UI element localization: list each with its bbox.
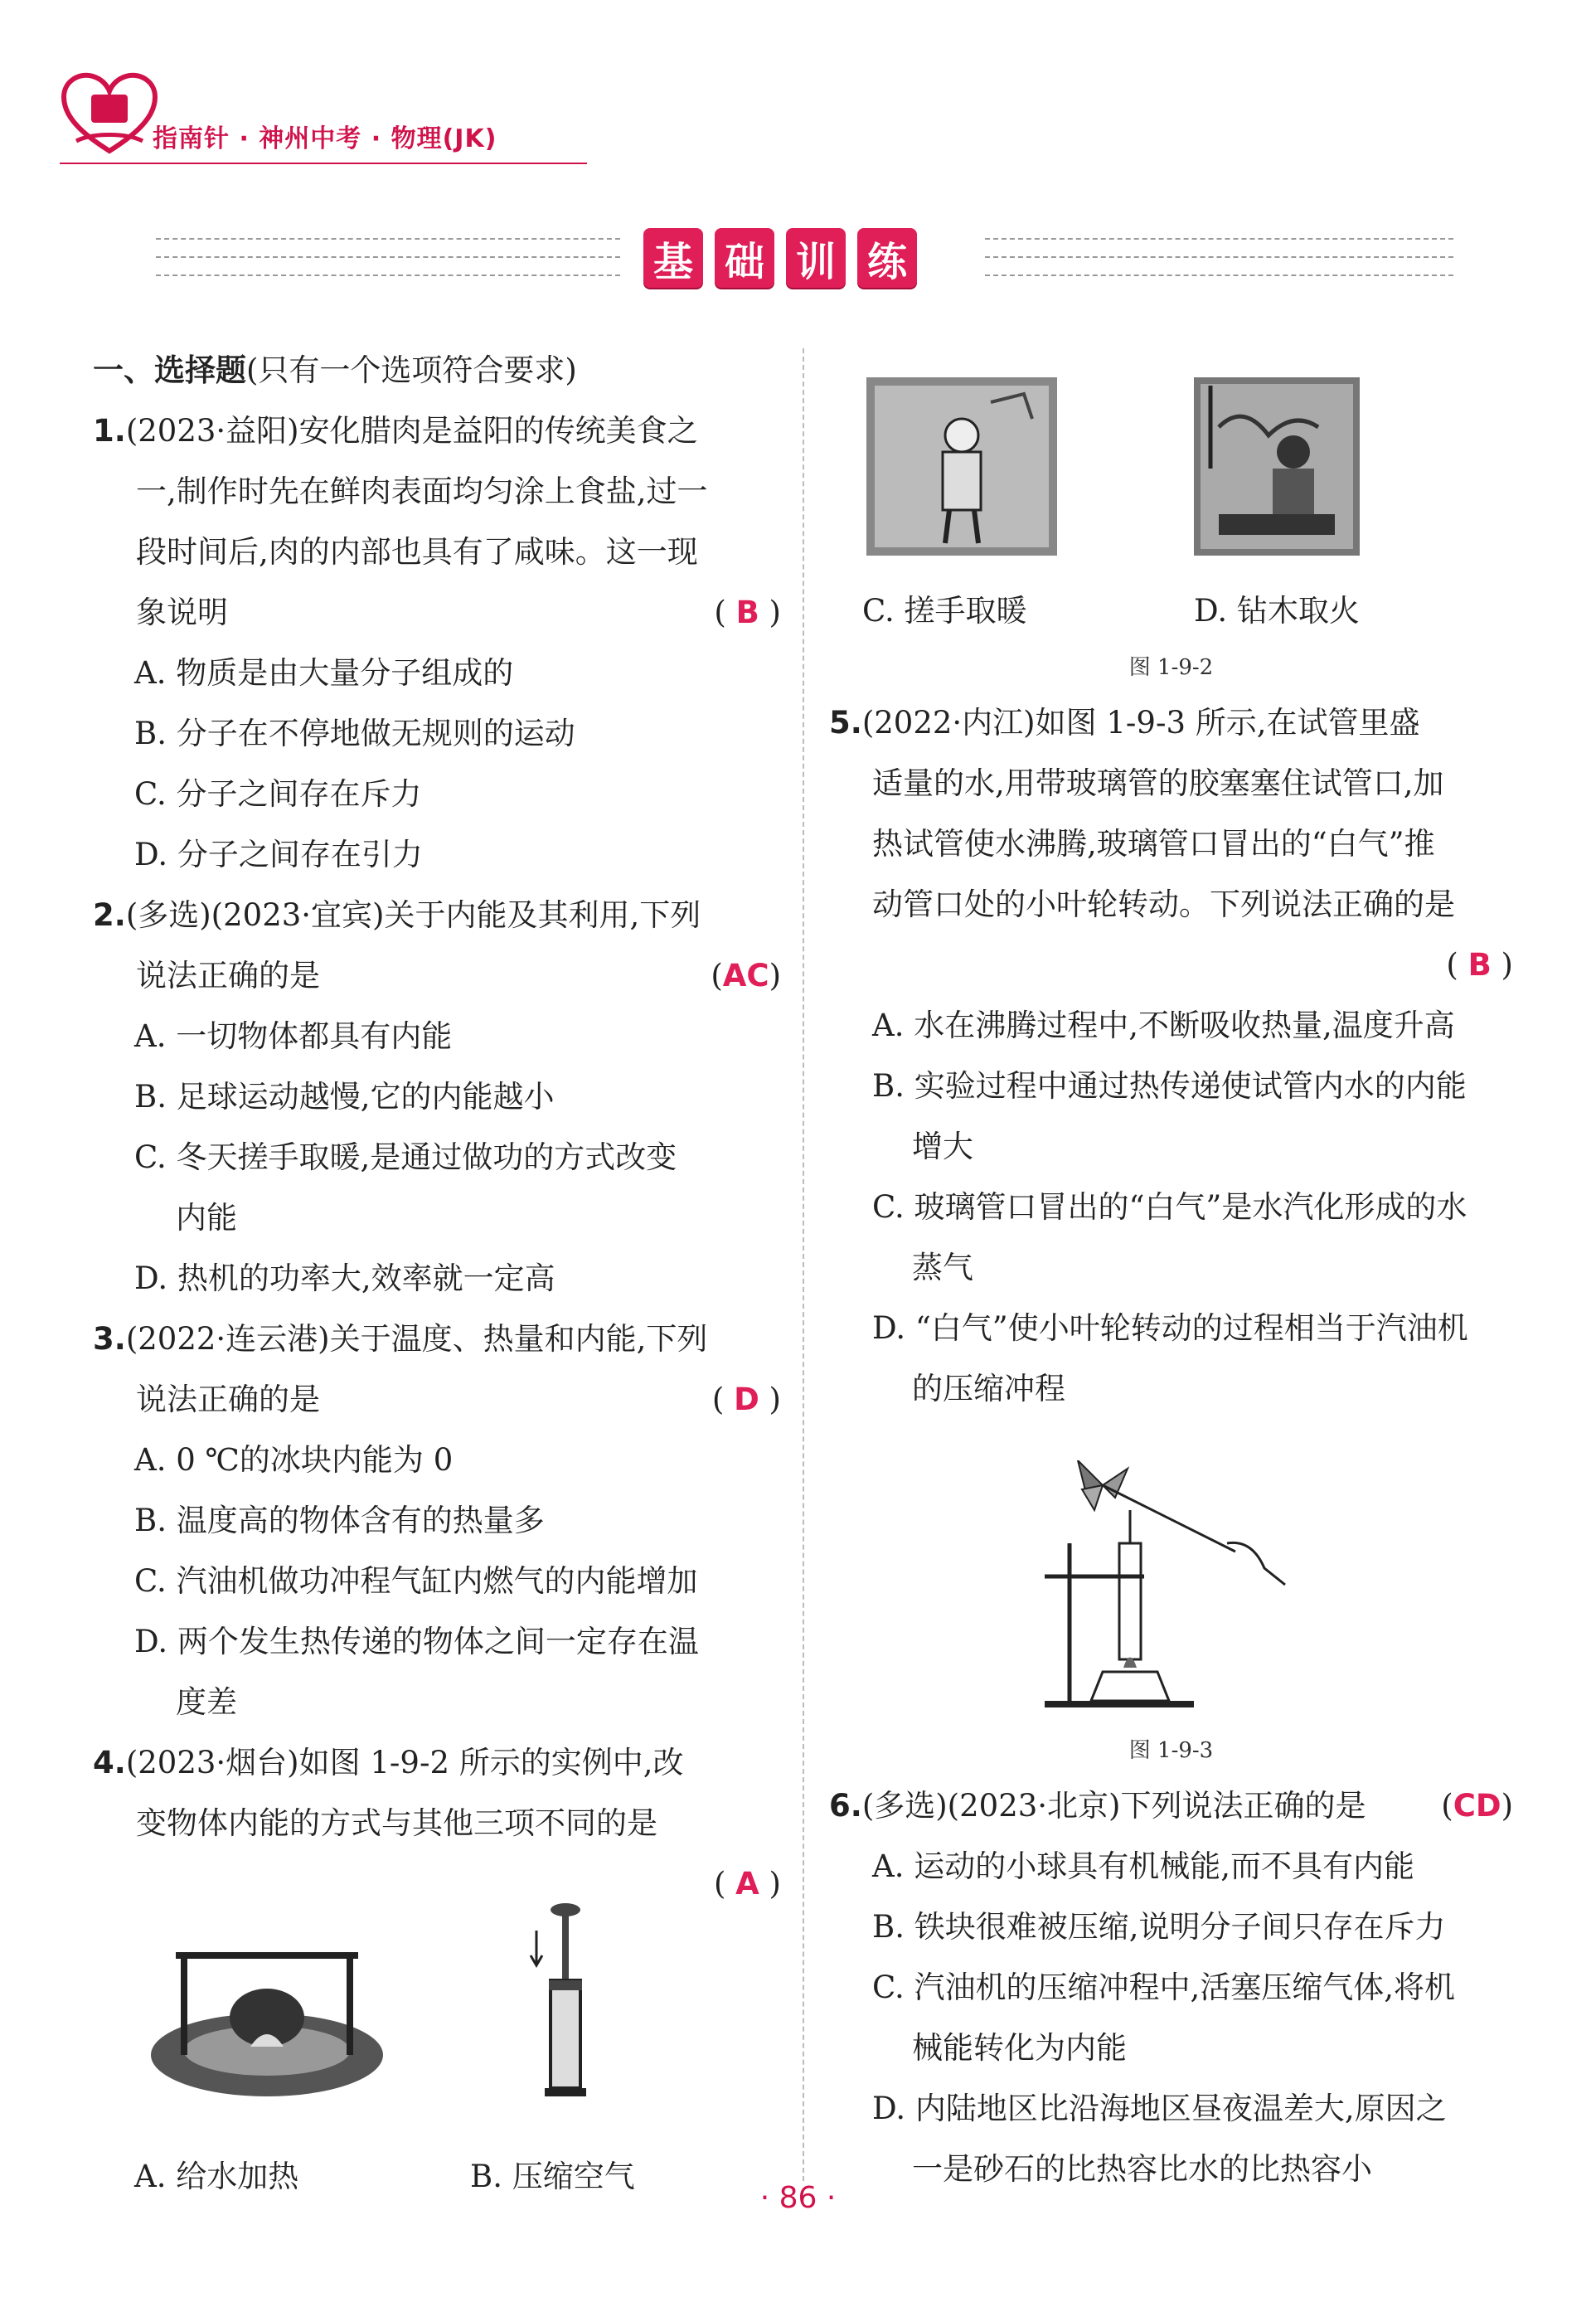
question-number: 4. bbox=[93, 1745, 126, 1780]
figure-label: D. 钻木取火 bbox=[1194, 593, 1360, 629]
figure-label: A. 给水加热 bbox=[134, 2159, 299, 2194]
question-line: 适量的水,用带玻璃管的胶塞塞住试管口,加 bbox=[872, 765, 1444, 801]
question-line bbox=[829, 692, 1513, 753]
banner-char: 础 bbox=[715, 228, 774, 288]
option: A. 一切物体都具有内能 bbox=[134, 1018, 453, 1054]
banner-dash bbox=[985, 238, 1453, 240]
banner-dash bbox=[156, 238, 620, 240]
question-line bbox=[93, 582, 781, 643]
question-line bbox=[93, 885, 781, 945]
answer-line bbox=[829, 935, 1513, 995]
section-banner bbox=[156, 228, 1453, 294]
option: A. 水在沸腾过程中,不断吸收热量,温度升高 bbox=[872, 1008, 1455, 1043]
option-continuation: 度差 bbox=[176, 1684, 237, 1720]
page-header bbox=[60, 60, 590, 168]
header-title: 指南针 · 神州中考 · 物理(JK) bbox=[153, 124, 497, 153]
question-line bbox=[93, 1309, 781, 1369]
question-line bbox=[93, 945, 781, 1006]
figure-caption: 图 1-9-3 bbox=[1128, 1738, 1214, 1763]
publisher-logo-icon bbox=[60, 68, 159, 159]
banner-dash bbox=[156, 256, 620, 258]
option: D. 热机的功率大,效率就一定高 bbox=[134, 1261, 555, 1296]
option: D. 两个发生热传递的物体之间一定存在温 bbox=[134, 1624, 699, 1659]
test-tube-pinwheel-illustration bbox=[1036, 1460, 1302, 1717]
left-column bbox=[93, 340, 781, 2213]
section-note: (只有一个选项符合要求) bbox=[246, 352, 577, 388]
answer-blank: ( D ) bbox=[711, 1382, 781, 1417]
question-line: 一,制作时先在鲜肉表面均匀涂上食盐,过一 bbox=[136, 474, 708, 509]
answer-blank: (CD) bbox=[1441, 1788, 1513, 1824]
option: D. 分子之间存在引力 bbox=[134, 837, 423, 872]
rubbing-hands-illustration bbox=[866, 377, 1057, 556]
answer-blank: (AC) bbox=[711, 958, 781, 993]
option-continuation: 内能 bbox=[176, 1200, 237, 1236]
column-divider bbox=[803, 348, 804, 2181]
question-line: 段时间后,肉的内部也具有了咸味。这一现 bbox=[136, 534, 698, 570]
header-rule bbox=[60, 163, 587, 164]
section-heading bbox=[93, 340, 781, 401]
question-line: 热试管使水沸腾,玻璃管口冒出的“白气”推 bbox=[872, 826, 1435, 862]
answer-blank: ( B ) bbox=[1446, 947, 1513, 983]
question-text: 象说明 bbox=[136, 595, 228, 630]
question-text: 说法正确的是 bbox=[136, 958, 320, 993]
option-continuation: 的压缩冲程 bbox=[912, 1371, 1065, 1406]
question-text: (2023·烟台)如图 1-9-2 所示的实例中,改 bbox=[125, 1745, 684, 1780]
question-text: (多选)(2023·北京)下列说法正确的是 bbox=[861, 1788, 1366, 1824]
banner-char: 训 bbox=[786, 228, 846, 288]
option: B. 足球运动越慢,它的内能越小 bbox=[134, 1079, 555, 1115]
question-number: 1. bbox=[93, 413, 126, 449]
question-number: 5. bbox=[829, 705, 862, 741]
option: C. 汽油机做功冲程气缸内燃气的内能增加 bbox=[134, 1563, 698, 1599]
option: B. 铁块很难被压缩,说明分子间只存在斥力 bbox=[872, 1909, 1446, 1945]
banner-dash bbox=[985, 256, 1453, 258]
question-text: 说法正确的是 bbox=[136, 1382, 320, 1417]
figure-label: C. 搓手取暖 bbox=[862, 593, 1027, 629]
option: C. 汽油机的压缩冲程中,活塞压缩气体,将机 bbox=[872, 1970, 1456, 2005]
kettle-fire-illustration bbox=[143, 1939, 391, 2105]
answer-letter: D bbox=[734, 1382, 759, 1417]
option: D. “白气”使小叶轮转动的过程相当于汽油机 bbox=[872, 1310, 1468, 1346]
option: B. 分子在不停地做无规则的运动 bbox=[134, 716, 575, 751]
question-line bbox=[93, 1732, 781, 1793]
banner-char: 基 bbox=[643, 228, 703, 288]
option: A. 物质是由大量分子组成的 bbox=[134, 655, 514, 691]
answer-blank: ( B ) bbox=[714, 595, 781, 630]
banner-dash bbox=[985, 274, 1453, 276]
option: C. 玻璃管口冒出的“白气”是水汽化形成的水 bbox=[872, 1189, 1467, 1225]
question-text: (2022·连云港)关于温度、热量和内能,下列 bbox=[125, 1321, 708, 1357]
answer-letter: AC bbox=[722, 958, 769, 993]
figure-label: B. 压缩空气 bbox=[470, 2159, 635, 2194]
question-text: (多选)(2023·宜宾)关于内能及其利用,下列 bbox=[125, 897, 701, 933]
question-line bbox=[829, 1775, 1513, 1836]
option-continuation: 增大 bbox=[912, 1129, 973, 1164]
question-number: 6. bbox=[829, 1788, 862, 1824]
option: A. 运动的小球具有机械能,而不具有内能 bbox=[872, 1848, 1415, 1884]
answer-letter: A bbox=[735, 1866, 759, 1902]
answer-blank: ( A ) bbox=[713, 1866, 781, 1902]
banner-dash bbox=[156, 274, 620, 276]
question-line bbox=[93, 1369, 781, 1430]
option: A. 0 ℃的冰块内能为 0 bbox=[134, 1442, 454, 1478]
figure-caption: 图 1-9-2 bbox=[1128, 655, 1214, 680]
figure-row bbox=[829, 361, 1513, 580]
figure-row bbox=[93, 1939, 781, 2146]
question-number: 2. bbox=[93, 897, 126, 933]
question-text: (2022·内江)如图 1-9-3 所示,在试管里盛 bbox=[861, 705, 1420, 741]
option: D. 内陆地区比沿海地区昼夜温差大,原因之 bbox=[872, 2091, 1447, 2126]
drilling-wood-fire-illustration bbox=[1194, 377, 1360, 556]
answer-letter: B bbox=[1467, 947, 1492, 983]
option-continuation: 蒸气 bbox=[912, 1250, 973, 1285]
option: B. 温度高的物体含有的热量多 bbox=[134, 1503, 545, 1538]
answer-letter: B bbox=[735, 595, 759, 630]
option: C. 分子之间存在斥力 bbox=[134, 776, 422, 812]
answer-letter: CD bbox=[1453, 1788, 1501, 1824]
question-line bbox=[93, 401, 781, 461]
option: B. 实验过程中通过热传递使试管内水的内能 bbox=[872, 1068, 1467, 1104]
piston-cylinder-illustration bbox=[524, 1897, 607, 2105]
figure-label-row bbox=[829, 580, 1513, 643]
question-line: 动管口处的小叶轮转动。下列说法正确的是 bbox=[872, 886, 1455, 922]
right-column bbox=[829, 340, 1513, 2199]
option-continuation: 械能转化为内能 bbox=[912, 2030, 1127, 2066]
banner-char: 练 bbox=[857, 228, 917, 288]
section-title: 一、选择题 bbox=[93, 352, 246, 388]
question-text: (2023·益阳)安化腊肉是益阳的传统美食之 bbox=[125, 413, 698, 449]
question-line: 变物体内能的方式与其他三项不同的是 bbox=[136, 1805, 657, 1841]
option: C. 冬天搓手取暖,是通过做功的方式改变 bbox=[134, 1139, 677, 1175]
figure-row bbox=[829, 1419, 1513, 1726]
page-number: · 86 · bbox=[759, 2181, 837, 2215]
option-continuation: 一是砂石的比热容比水的比热容小 bbox=[912, 2151, 1372, 2187]
answer-line bbox=[93, 1853, 781, 1914]
question-number: 3. bbox=[93, 1321, 126, 1357]
